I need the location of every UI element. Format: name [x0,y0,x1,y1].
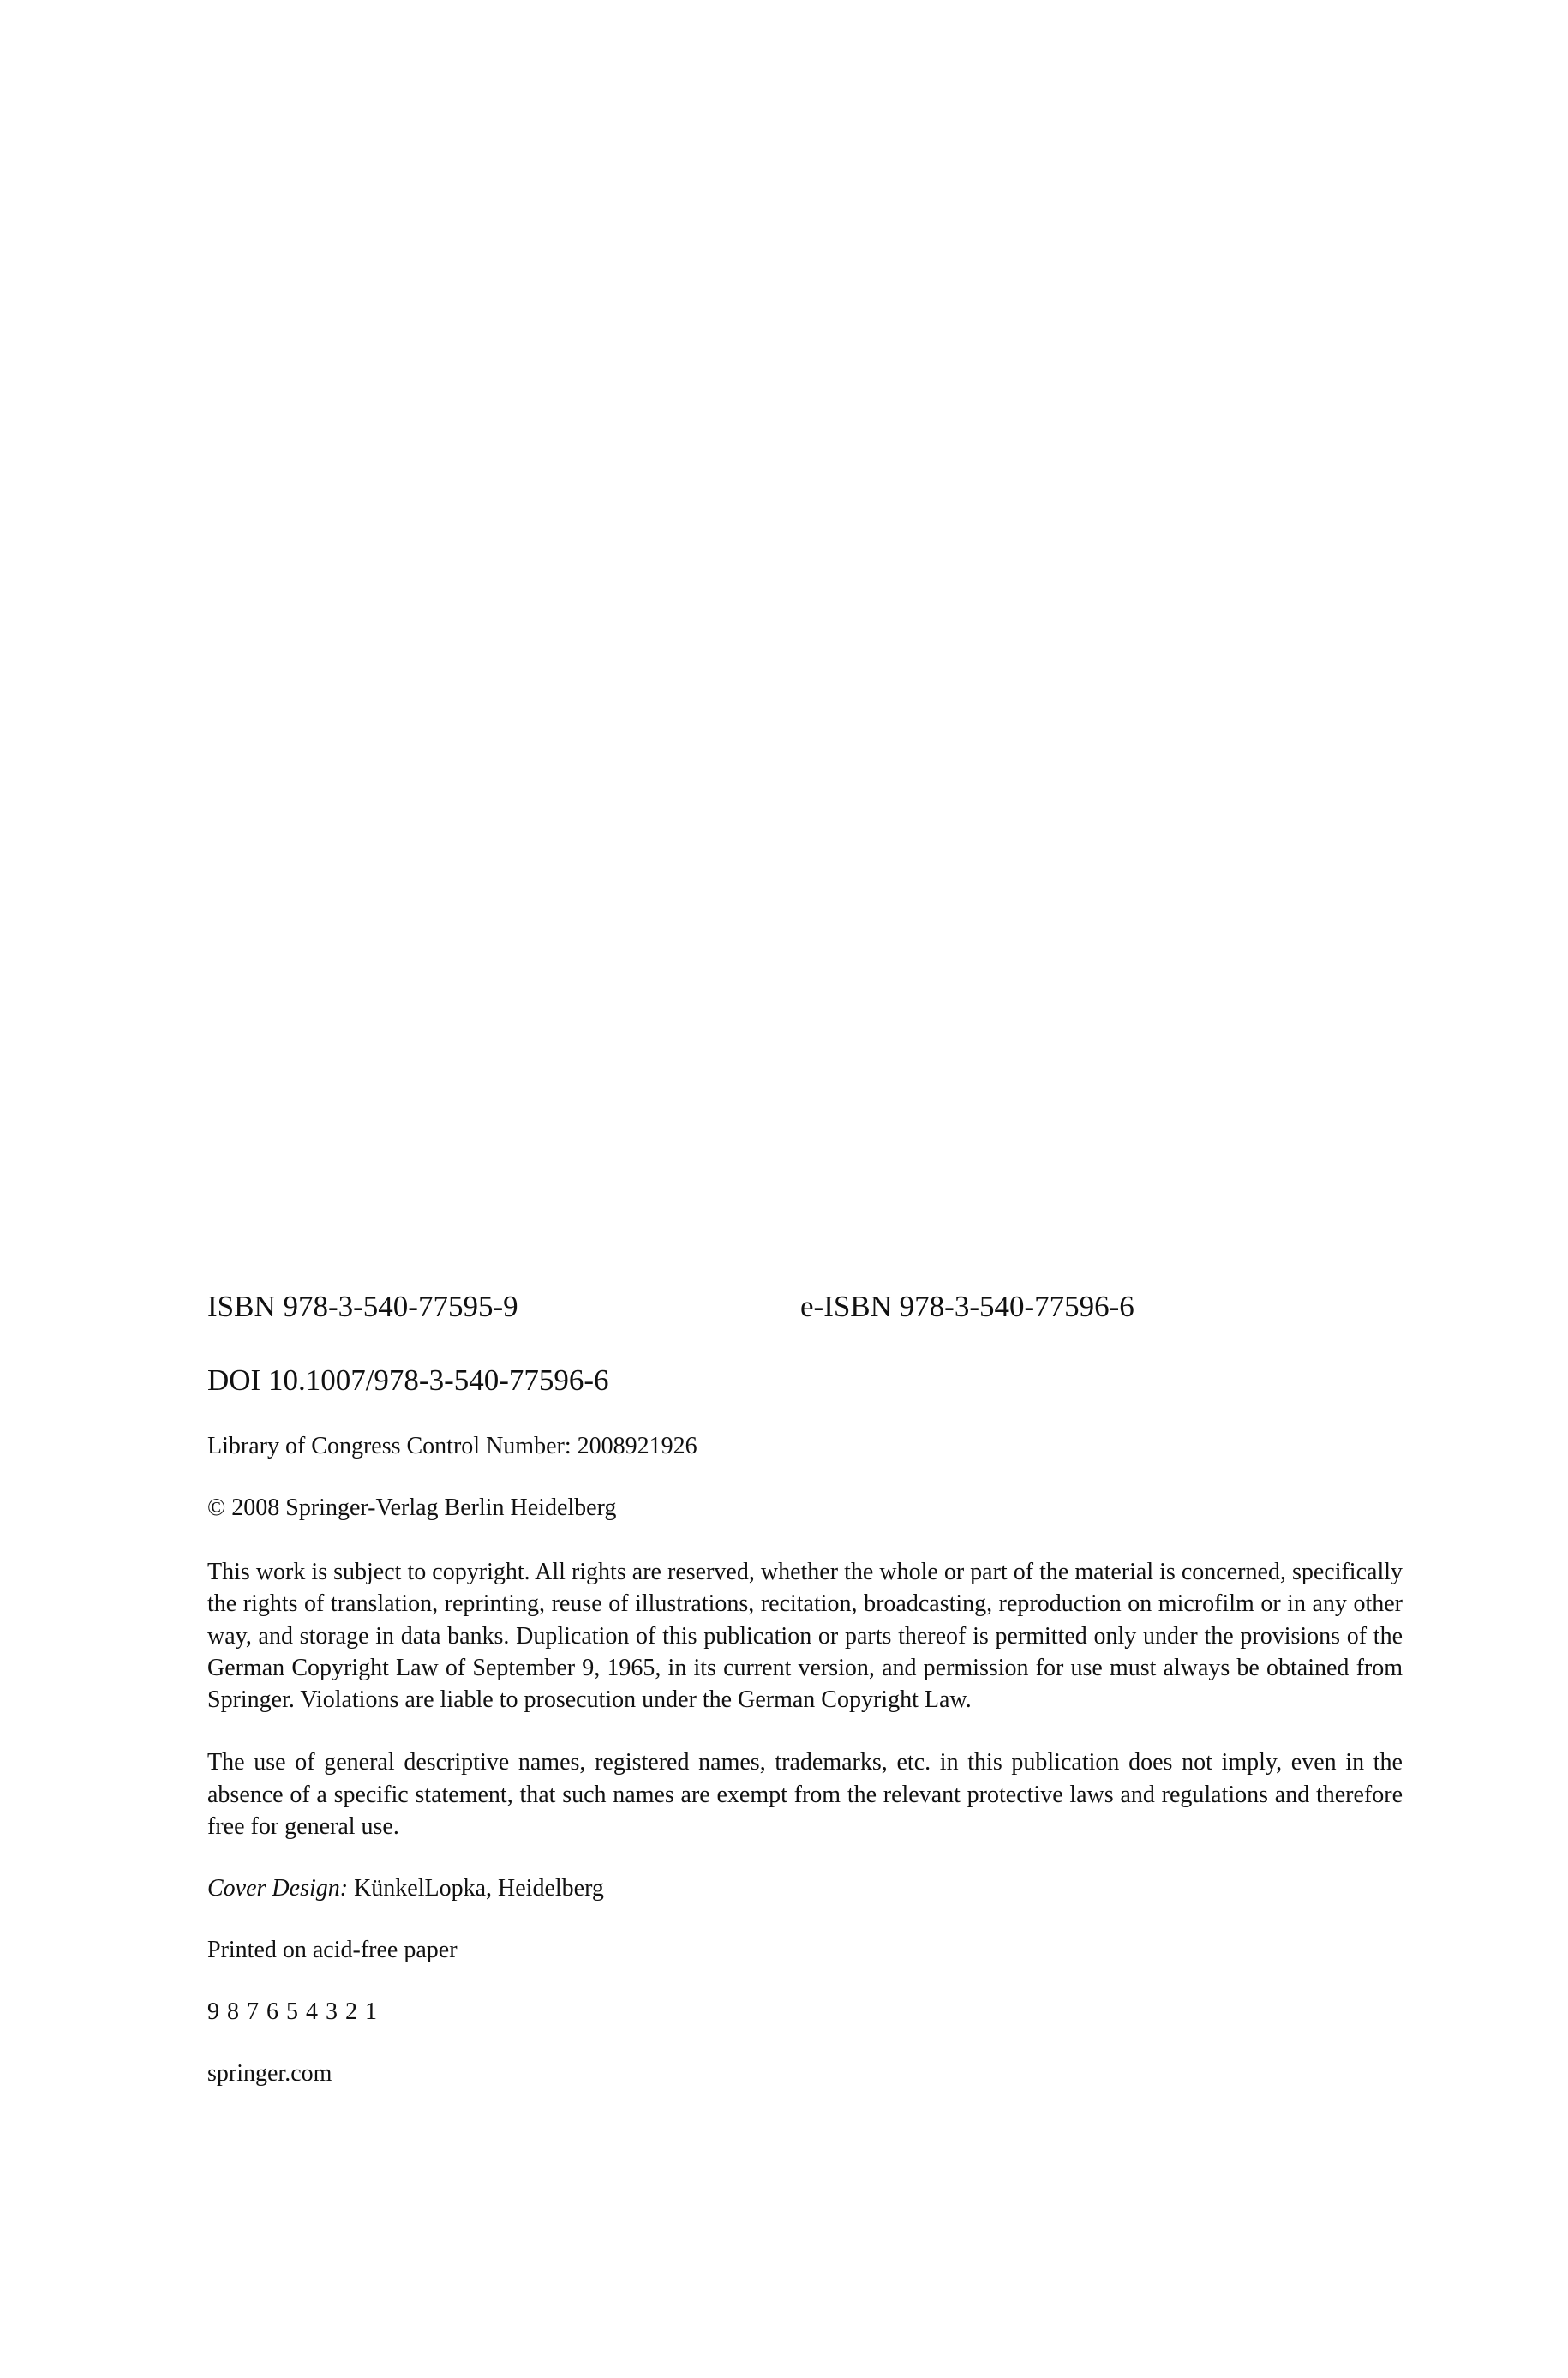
cover-design-credit [207,1873,1403,1904]
library-of-congress-number: Library of Congress Control Number: 2008921926 [207,1433,697,1459]
trademark-paragraph: The use of general descriptive names, registered names, trademarks, etc. in this publication does not imply, even in the absence of a specific statement, that such names are exempt from the relevant protective laws and regulations and therefore free for general use. [207,1749,1403,1841]
publisher-website: springer.com [207,2060,332,2087]
paper-note: Printed on acid-free paper [207,1937,458,1964]
copyright-notice: © 2008 Springer-Verlag Berlin Heidelberg [207,1494,617,1521]
print-isbn: ISBN 978-3-540-77595-9 [207,1290,518,1323]
electronic-isbn: e-ISBN 978-3-540-77596-6 [800,1290,1134,1323]
imprint-block [207,1285,1403,2089]
isbn-row [207,1285,1403,1328]
cover-design-value: KünkelLopka, Heidelberg [348,1875,604,1902]
cover-design-label: Cover Design: [207,1875,349,1902]
rights-paragraph: This work is subject to copyright. All rights are reserved, whether the whole or part of the material is concerned, specifically the rights of translation, reprinting, reuse of illustrations, recitation, broadcasting, reproduction on microfilm or in any other way, and storage in data banks. Duplication of this publication or parts thereof is permitted only under the provisions of the German Copyright Law of September 9, 1965, in its current version, and permission for use must always be obtained from Springer. Violations are liable to prosecution under the German Copyright Law. [207,1559,1403,1714]
doi: DOI 10.1007/978-3-540-77596-6 [207,1363,609,1397]
print-run-line: 9 8 7 6 5 4 3 2 1 [207,1998,378,2026]
